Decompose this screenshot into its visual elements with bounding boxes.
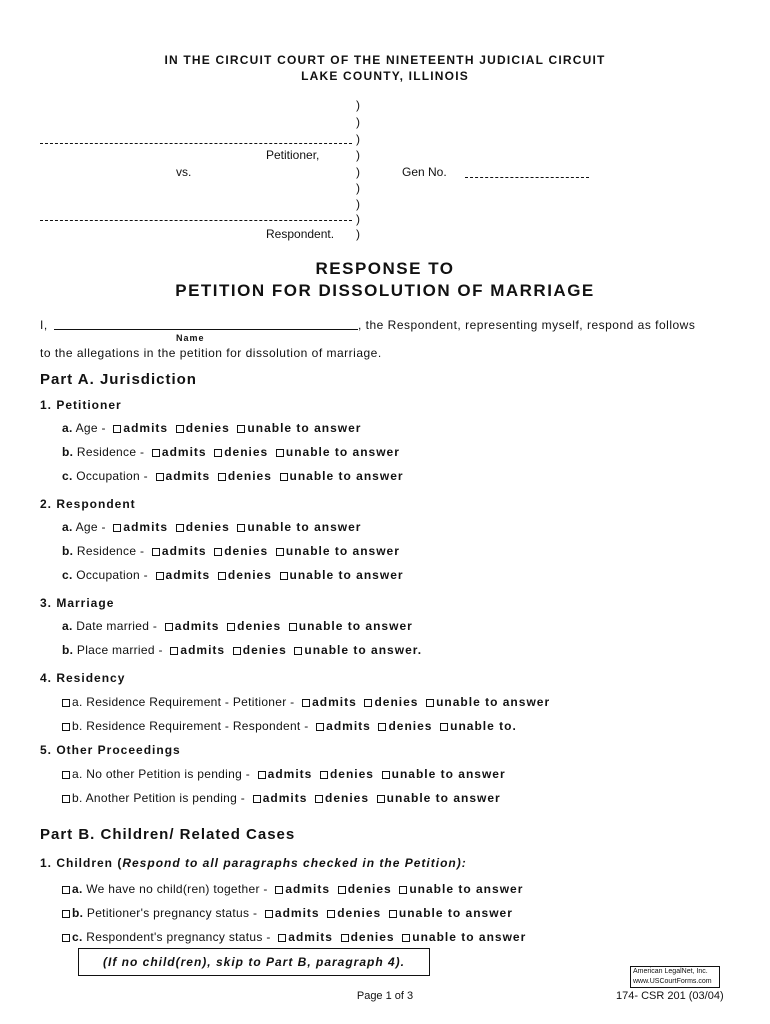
vs-label: vs. xyxy=(176,165,192,179)
section-petitioner: 1. Petitioner xyxy=(40,398,122,412)
court-county: LAKE COUNTY, ILLINOIS xyxy=(301,69,469,83)
residency-petitioner-checkbox[interactable] xyxy=(62,699,70,707)
gen-no-label: Gen No. xyxy=(402,165,447,179)
intro-line2: to the allegations in the petition for dissolution of marriage. xyxy=(40,346,382,360)
unable-checkbox[interactable] xyxy=(237,425,245,433)
petitioner-occupation-row: c. Occupation - admits denies unable to answer xyxy=(62,469,404,483)
court-name: IN THE CIRCUIT COURT OF THE NINETEENTH JUDICIAL CIRCUIT xyxy=(164,53,606,67)
respondent-pregnancy-row: c. Respondent's pregnancy status - admits denies unable to answer xyxy=(62,930,526,944)
residency-respondent-row: b. Residence Requirement - Respondent - admits denies unable to. xyxy=(62,719,517,733)
admits-checkbox[interactable] xyxy=(165,623,173,631)
denies-checkbox[interactable] xyxy=(364,699,372,707)
unable-checkbox[interactable] xyxy=(280,572,288,580)
unable-checkbox[interactable] xyxy=(280,473,288,481)
denies-checkbox[interactable] xyxy=(214,548,222,556)
respondent-name-line[interactable] xyxy=(40,220,352,221)
residency-petitioner-row: a. Residence Requirement - Petitioner - admits denies unable to answer xyxy=(62,695,550,709)
unable-checkbox[interactable] xyxy=(382,771,390,779)
marriage-date-row: a. Date married - admits denies unable to answer xyxy=(62,619,413,633)
marriage-place-row: b. Place married - admits denies unable to answer. xyxy=(62,643,423,657)
respondent-residence-row: b. Residence - admits denies unable to answer xyxy=(62,544,400,558)
page-number: Page 1 of 3 xyxy=(356,990,414,1002)
publisher-stamp: American LegalNet, Inc. www.USCourtForms.com xyxy=(630,966,720,988)
admits-checkbox[interactable] xyxy=(170,647,178,655)
unable-checkbox[interactable] xyxy=(276,449,284,457)
residency-respondent-checkbox[interactable] xyxy=(62,723,70,731)
admits-checkbox[interactable] xyxy=(156,572,164,580)
part-a-heading: Part A. Jurisdiction xyxy=(40,371,197,388)
section-respondent: 2. Respondent xyxy=(40,497,136,511)
denies-checkbox[interactable] xyxy=(176,425,184,433)
denies-checkbox[interactable] xyxy=(315,795,323,803)
admits-checkbox[interactable] xyxy=(152,548,160,556)
another-petition-row: b. Another Petition is pending - admits denies unable to answer xyxy=(62,791,501,805)
section-other-proceedings: 5. Other Proceedings xyxy=(40,743,181,757)
unable-checkbox[interactable] xyxy=(389,910,397,918)
admits-checkbox[interactable] xyxy=(152,449,160,457)
denies-checkbox[interactable] xyxy=(227,623,235,631)
form-number: 174- CSR 201 (03/04) xyxy=(616,990,724,1002)
part-b-heading: Part B. Children/ Related Cases xyxy=(40,826,296,843)
petitioner-pregnancy-row: b. Petitioner's pregnancy status - admits denies unable to answer xyxy=(62,906,513,920)
intro-prefix: I, xyxy=(40,318,48,332)
section-children: 1. Children (Respond to all paragraphs checked in the Petition): xyxy=(40,856,467,870)
unable-checkbox[interactable] xyxy=(426,699,434,707)
intro-suffix: , the Respondent, representing myself, respond as follows xyxy=(358,318,696,332)
admits-checkbox[interactable] xyxy=(258,771,266,779)
admits-checkbox[interactable] xyxy=(265,910,273,918)
petitioner-age-row: a. Age - admits denies unable to answer xyxy=(62,421,362,435)
unable-checkbox[interactable] xyxy=(237,524,245,532)
petitioner-label: Petitioner, xyxy=(266,148,320,162)
denies-checkbox[interactable] xyxy=(341,934,349,942)
denies-checkbox[interactable] xyxy=(378,723,386,731)
another-petition-checkbox[interactable] xyxy=(62,795,70,803)
respondent-label: Respondent. xyxy=(266,227,335,241)
petitioner-residence-row: b. Residence - admits denies unable to answer xyxy=(62,445,400,459)
admits-checkbox[interactable] xyxy=(275,886,283,894)
petitioner-name-line[interactable] xyxy=(40,143,352,144)
title-line2: PETITION FOR DISSOLUTION OF MARRIAGE xyxy=(175,281,595,300)
denies-checkbox[interactable] xyxy=(327,910,335,918)
name-label: Name xyxy=(176,333,205,343)
no-other-petition-checkbox[interactable] xyxy=(62,771,70,779)
admits-checkbox[interactable] xyxy=(113,425,121,433)
respondent-occupation-row: c. Occupation - admits denies unable to answer xyxy=(62,568,404,582)
section-residency: 4. Residency xyxy=(40,671,126,685)
respondent-pregnancy-checkbox[interactable] xyxy=(62,934,70,942)
unable-checkbox[interactable] xyxy=(289,623,297,631)
title-line1: RESPONSE TO xyxy=(315,259,455,278)
unable-checkbox[interactable] xyxy=(440,723,448,731)
no-children-checkbox[interactable] xyxy=(62,886,70,894)
unable-checkbox[interactable] xyxy=(402,934,410,942)
denies-checkbox[interactable] xyxy=(320,771,328,779)
unable-checkbox[interactable] xyxy=(294,647,302,655)
unable-checkbox[interactable] xyxy=(399,886,407,894)
no-other-petition-row: a. No other Petition is pending - admits denies unable to answer xyxy=(62,767,506,781)
gen-no-field[interactable] xyxy=(465,177,589,178)
admits-checkbox[interactable] xyxy=(302,699,310,707)
denies-checkbox[interactable] xyxy=(218,473,226,481)
admits-checkbox[interactable] xyxy=(156,473,164,481)
admits-checkbox[interactable] xyxy=(253,795,261,803)
unable-checkbox[interactable] xyxy=(377,795,385,803)
no-children-row: a. We have no child(ren) together - admits denies unable to answer xyxy=(62,882,523,896)
skip-note: (If no child(ren), skip to Part B, paragraph 4). xyxy=(78,948,430,976)
denies-checkbox[interactable] xyxy=(176,524,184,532)
unable-checkbox[interactable] xyxy=(276,548,284,556)
denies-checkbox[interactable] xyxy=(338,886,346,894)
respondent-name-field[interactable] xyxy=(54,329,358,330)
denies-checkbox[interactable] xyxy=(218,572,226,580)
section-marriage: 3. Marriage xyxy=(40,596,115,610)
denies-checkbox[interactable] xyxy=(233,647,241,655)
denies-checkbox[interactable] xyxy=(214,449,222,457)
respondent-age-row: a. Age - admits denies unable to answer xyxy=(62,520,362,534)
admits-checkbox[interactable] xyxy=(316,723,324,731)
petitioner-pregnancy-checkbox[interactable] xyxy=(62,910,70,918)
admits-checkbox[interactable] xyxy=(278,934,286,942)
admits-checkbox[interactable] xyxy=(113,524,121,532)
